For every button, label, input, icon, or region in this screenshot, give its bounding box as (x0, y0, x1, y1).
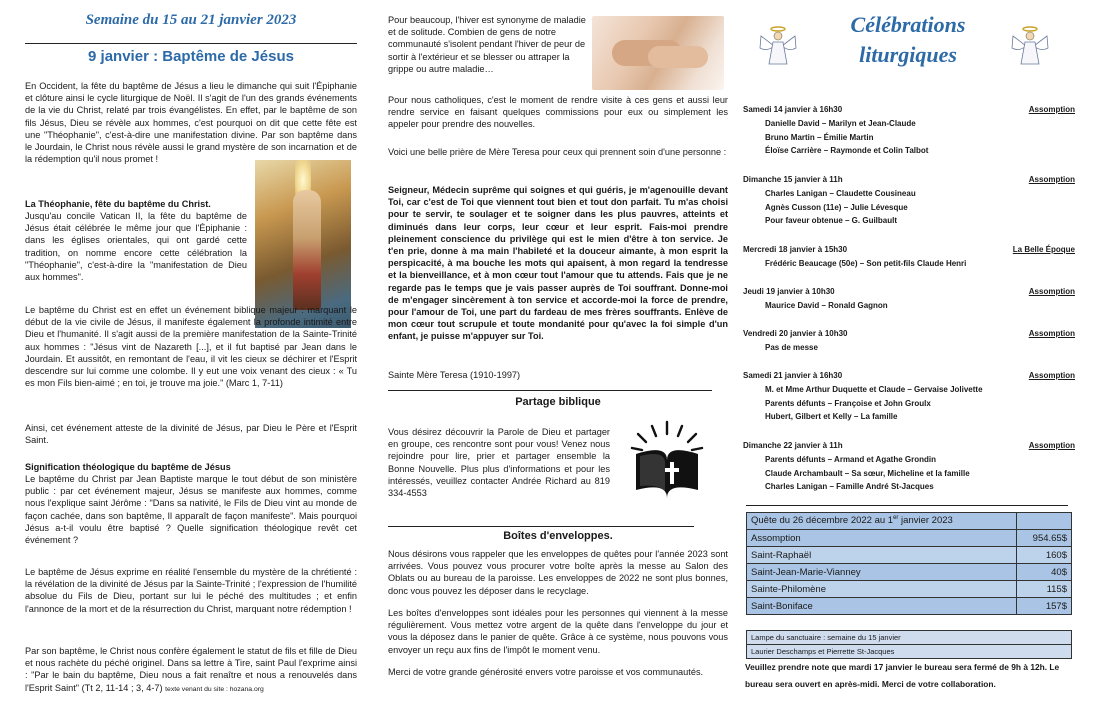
table-row: Sainte-Philomène 115$ (747, 581, 1072, 598)
table-row: Saint-Raphaël 160$ (747, 547, 1072, 564)
mass-event: Samedi 21 janvier à 16h30 Assomption M. et Mme Arthur Duquette et Claude – Gervaise Jolivette Parents défunts – Françoise et John Groulx Hubert, Gilbert et Kelly – La famille (743, 371, 1075, 422)
baptism-image (255, 160, 351, 328)
sanctuary-lamp-table (746, 630, 1072, 659)
mass-event: Mercredi 18 janvier à 15h30 La Belle Époque Frédéric Beaucage (50e) – Son petit-fils Claude Henri (743, 245, 1075, 268)
section-title-envelopes: Boîtes d'enveloppes. (503, 530, 613, 542)
paragraph: Nous désirons vous rappeler que les enveloppes de quêtes pour l'année 2023 sont arrivées. Vous pouvez vous procurer votre boîte après la messe au Salon des Oblats ou au bureau de la paroisse. Les enveloppes de 2022 ne sont plus bonnes, donc vous pouvez les déposer dans le recyclage. (388, 549, 728, 596)
subheading: Signification théologique du baptême de Jésus (25, 462, 231, 472)
divider (746, 505, 1068, 506)
table-row: Lampe du sanctuaire : semaine du 15 janvier (747, 631, 1072, 645)
mass-event: Dimanche 22 janvier à 11h Assomption Parents défunts – Armand et Agathe Grondin Claude Archambault – Sa sœur, Micheline et la famille Charles Lanigan – Famille André St-Jacques (743, 441, 1075, 492)
divider (388, 526, 694, 527)
paragraph: Pour nous catholiques, c'est le moment de rendre visite à ces gens et aussi leur rendre service en faisant quelques commissions pour eux ou simplement les appeler pour prendre des nouvelles. (388, 95, 728, 130)
office-notice: Veuillez prendre note que mardi 17 janvier le bureau sera fermé de 9h à 12h. Le bureau sera ouvert en après-midi. Merci de votre collaboration. (745, 662, 1060, 689)
collection-title: Quête du 26 décembre 2022 au 1er janvier 2023 (747, 513, 1017, 530)
mass-event: Jeudi 19 janvier à 10h30 Assomption Maurice David – Ronald Gagnon (743, 287, 1075, 310)
paragraph: Par son baptême, le Christ nous confère également le statut de fils et fille de Dieu et nous rachète du péché originel. Dans sa lettre à Tire, saint Paul l'exprime ainsi : "Par le bain du baptême, Dieu nous a fait renaître et nous a renouvelés dans l'Esprit Saint" (Tt 2, 11-14 ; 3, 4-7) texte venant du site : hozana.org (25, 646, 357, 693)
collection-table (746, 512, 1072, 615)
paragraph: Voici une belle prière de Mère Teresa pour ceux qui prennent soin d'une personne : (388, 147, 727, 157)
hand-decor (648, 46, 708, 68)
paragraph: Le baptême du Christ par Jean Baptiste marque le tout début de son ministère public : par cet événement majeur, Jésus se manifeste aux hommes, comme nous l'explique saint Jérôme : "Dans sa nativité, le Fils de Dieu vint au monde de façon cachée, dans son baptême, Il apparaît de façon manifeste". Mais pourquoi Jésus a-t-il voulu être baptisé ? Quelle signification théologique revêt cet événement ? (25, 474, 357, 546)
table-row: Assomption 954.65$ (747, 530, 1072, 547)
paragraph: En Occident, la fête du baptême de Jésus a lieu le dimanche qui suit l'Épiphanie et clôture ainsi le cycle liturgique de Noël. Il s'agit de l'un des grands événements de la vie du Christ, relaté par trois évangélistes. En effet, par le baptême de son fils Jésus, Dieu se révèle aux hommes, c'est pourquoi on dit que cette fête est une "Théophanie", c'est-à-dire une manifestation divine. Par son baptême dans le Jourdain, le Christ nous révèle aussi le grand mystère de son incarnation et de la rédemption qu'il nous promet ! (25, 81, 357, 165)
mass-event: Samedi 14 janvier à 16h30 Assomption Danielle David – Marilyn et Jean-Claude Bruno Martin – Émilie Martin Éloïse Carrière – Raymonde et Colin Talbot (743, 105, 1075, 156)
divider (25, 43, 357, 44)
table-row: Saint-Boniface 157$ (747, 598, 1072, 615)
section-title-partage: Partage biblique (515, 396, 601, 408)
mass-event: Vendredi 20 janvier à 10h30 Assomption Pas de messe (743, 329, 1075, 352)
subheading: La Théophanie, fête du baptême du Christ. (25, 199, 211, 209)
prayer-text: Seigneur, Médecin suprême qui soignes et qui guéris, je m'agenouille devant Toi, car c'est de Toi que viennent tout bien et tout don parfait. Tu m'as choisi pour te servir, te soulager et te soigner dans les plus pauvres, atteints et diminués dans leur corps, leur cœur et leur esprit. Fais-moi prendre pleinement conscience du privilège qui est le mien d'être à ton service. Je t'en prie, donne à ma main l'habileté et la douceur aimante, à mon esprit la perspicacité, à ma bouche les mots qui apaisent, à mon regard la tendresse et la bienveillance, et à mon cœur tout l'amour que tu attends. Fais que je ne regarde pas le temps que je vais passer auprès de Toi souffrant. Donne-moi de m'engager sincèrement à ton service et accorde-moi la force de prendre, pour l'amour de Toi, une part du fardeau de mes frères souffrants. Enlève de mon cœur tout scrupule et toute mondanité pour qu'avec la foi simple d'un enfant, je puisse m'appuyer sur Toi. (388, 185, 728, 342)
article-title: 9 janvier : Baptême de Jésus (88, 48, 294, 65)
week-heading: Semaine du 15 au 21 janvier 2023 (85, 12, 297, 28)
signature: Sainte Mère Teresa (1910-1997) (388, 370, 521, 380)
bible-icon (630, 420, 704, 500)
paragraph: Vous désirez découvrir la Parole de Dieu et partager en groupe, ces rencontre sont pour vous! Venez nous rejoindre pour lire, prier et partager ensemble la Bonne Nouvelle. Plus plus d'informations et pour les intéressés, veuillez contacter Andrée Richard au 819 334-4553 (388, 427, 610, 499)
mass-event: Dimanche 15 janvier à 11h Assomption Charles Lanigan – Claudette Cousineau Agnès Cusson (11e) – Julie Lévesque Pour faveur obtenue – G. Guilbault (743, 175, 1075, 226)
paragraph: Les boîtes d'enveloppes sont idéales pour les personnes qui viennent à la messe régulièrement. Vous mettez votre argent de la quête dans l'enveloppe du jour et vous la déposez dans le panier de quête. Grâce à ce système, nous pouvons vous envoyer un reçu aux fins de l'impôt le moment venu. (388, 608, 728, 655)
table-row: Saint-Jean-Marie-Vianney 40$ (747, 564, 1072, 581)
angel-icon (1009, 22, 1051, 66)
paragraph: Le baptême de Jésus exprime en réalité l'ensemble du mystère de la chrétienté : la révélation de la divinité de Jésus par la Sainte-Trinité ; l'expression de l'humilité absolue du Fils de Dieu, portant sur lui le péché des multitudes ; et enfin l'annonce de la mort et de la résurrection du Christ, marquant notre rédemption ! (25, 567, 357, 614)
paragraph: Pour beaucoup, l'hiver est synonyme de maladie et de solitude. Combien de gens de notre communauté s'isolent pendant l'hiver de peur de sortir à l'extérieur et se blesser ou attraper la grippe ou autre maladie… (388, 15, 586, 74)
celebrations-title: Célébrations liturgiques (850, 12, 966, 67)
paragraph: Jusqu'au concile Vatican II, la fête du baptême de Jésus était célébrée le même jour que l'Épiphanie : dans les églises orientales, qui ont gardé cette tradition, on nomme encore cette célébration la "Théophanie", c'est-à-dire la "manifestation de Dieu aux hommes". (25, 211, 247, 283)
table-row: Laurier Deschamps et Pierrette St-Jacques (747, 645, 1072, 659)
holding-hands-image (592, 16, 724, 90)
angel-icon (757, 22, 799, 66)
paragraph: Le baptême du Christ est en effet un événement biblique majeur : marquant le début de la vie civile de Jésus, il manifeste également la profonde intimité entre Dieu et l'humanité. Il s'agit aussi de la première manifestation de la Sainte-Trinité aux hommes : "Jésus vint de Nazareth [...], et il fut baptisé par Jean dans le Jourdain. Et aussitôt, en remontant de l'eau, il vit les cieux se déchirer et l'Esprit descendre sur lui comme une colombe. Il y eut une voix venant des cieux : « Tu es mon Fils bien-aimé ; en toi, je trouve ma joie." (Marc 1, 7-11) (25, 305, 357, 389)
table-row (747, 513, 1072, 530)
paragraph: Merci de votre grande générosité envers votre paroisse et vos communautés. (388, 667, 704, 677)
paragraph: Ainsi, cet événement atteste de la divinité de Jésus, par Dieu le Père et l'Esprit Saint. (25, 423, 357, 446)
figure-decor (293, 190, 321, 310)
divider (388, 390, 712, 391)
